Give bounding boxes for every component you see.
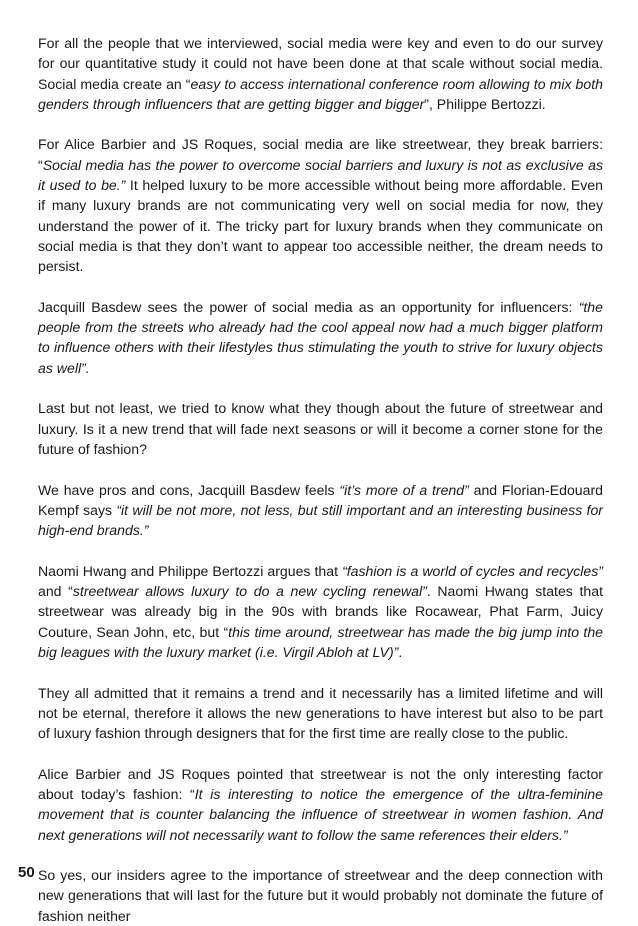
paragraph xyxy=(38,683,603,744)
page-number: 50 xyxy=(18,864,35,881)
text-run: Alice Barbier and JS Roques pointed that streetwear is not the only interesting factor about today’s fashion: “ xyxy=(38,765,603,802)
text-run: We have pros and cons, Jacquill Basdew feels xyxy=(38,481,340,498)
text-run: They all admitted that it remains a trend and it necessarily has a limited lifetime and will not be eternal, therefore it allows the new generations to have interest but also to be part of luxury fashion through designers that for the first time are really close to the public. xyxy=(38,684,603,742)
text-run: and “ xyxy=(38,583,73,600)
quote-text: streetwear allows luxury to do a new cycling renewal” xyxy=(72,583,427,600)
text-run: and Florian-Edouard Kempf says xyxy=(38,481,603,518)
quote-text: easy to access international conference room allowing to mix both genders through influencers that are getting bigger and bigger xyxy=(38,75,603,112)
text-run: For all the people that we interviewed, social media were key and even to do our survey for our quantitative study it could not have been done at that scale without social media. Social media create an “ xyxy=(38,35,603,92)
paragraph xyxy=(38,297,603,378)
quote-text: “it will be not more, not less, but still important and an interesting business for high-end brands.” xyxy=(38,501,604,539)
paragraph xyxy=(38,398,603,459)
quote-text: Social media has the power to overcome social barriers and luxury is not as exclusive as it used to be.” xyxy=(38,156,603,194)
text-run: So yes, our insiders agree to the importance of streetwear and the deep connection with new generations that will last for the future but it would probably not dominate the future of fashion neither xyxy=(38,867,603,924)
quote-text: It is interesting to notice the emergence of the ultra-feminine movement that is counter balancing the influence of streetwear in women fashion. And next generations will not necessarily want to follow the same references their elders.” xyxy=(38,785,603,843)
text-run: Last but not least, we tried to know what they though about the future of streetwear and luxury. Is it a new trend that will fade next seasons or will it become a corner stone for the future of fashion? xyxy=(38,400,603,457)
text-run: Jacquill Basdew sees the power of social media as an opportunity for influencers: xyxy=(38,298,579,315)
text-run: . Naomi Hwang states that streetwear was already big in the 90s with brands like Rocawear, Phat Farm, Juicy Couture, Sean John, etc, but “ xyxy=(38,583,604,640)
paragraph xyxy=(38,480,603,541)
text-run: Naomi Hwang and Philippe Bertozzi argues that xyxy=(38,562,343,579)
paragraph xyxy=(38,33,603,114)
paragraph xyxy=(38,764,603,845)
text-run: For Alice Barbier and JS Roques, social media are like streetwear, they break barriers: “ xyxy=(38,136,603,173)
quote-text: “the people from the streets who already had the cool appeal now had a much bigger platform to influence others with their lifestyles thus stimulating the youth to strive for luxury objects as well”. xyxy=(38,298,603,376)
quote-text: this time around, streetwear has made the big jump into the big leagues with the luxury market (i.e. Virgil Abloh at LV)” xyxy=(38,623,603,660)
paragraph xyxy=(38,561,603,662)
text-run: ”, Philippe Bertozzi. xyxy=(424,95,546,112)
text-run: It helped luxury to be more accessible without being more affordable. Even if many luxury brands are not communicating very well on social media for now, they understand the power of it. The tricky part for luxury brands when they communicate on social media is that they don’t want to appear too accessible neither, the dream needs to persist. xyxy=(38,177,603,275)
paragraph xyxy=(38,865,603,926)
text-run: . xyxy=(398,643,403,660)
quote-text: “it’s more of a trend” xyxy=(339,481,469,498)
body-text xyxy=(38,33,603,926)
quote-text: “fashion is a world of cycles and recycles” xyxy=(342,562,603,579)
paragraph xyxy=(38,134,603,276)
